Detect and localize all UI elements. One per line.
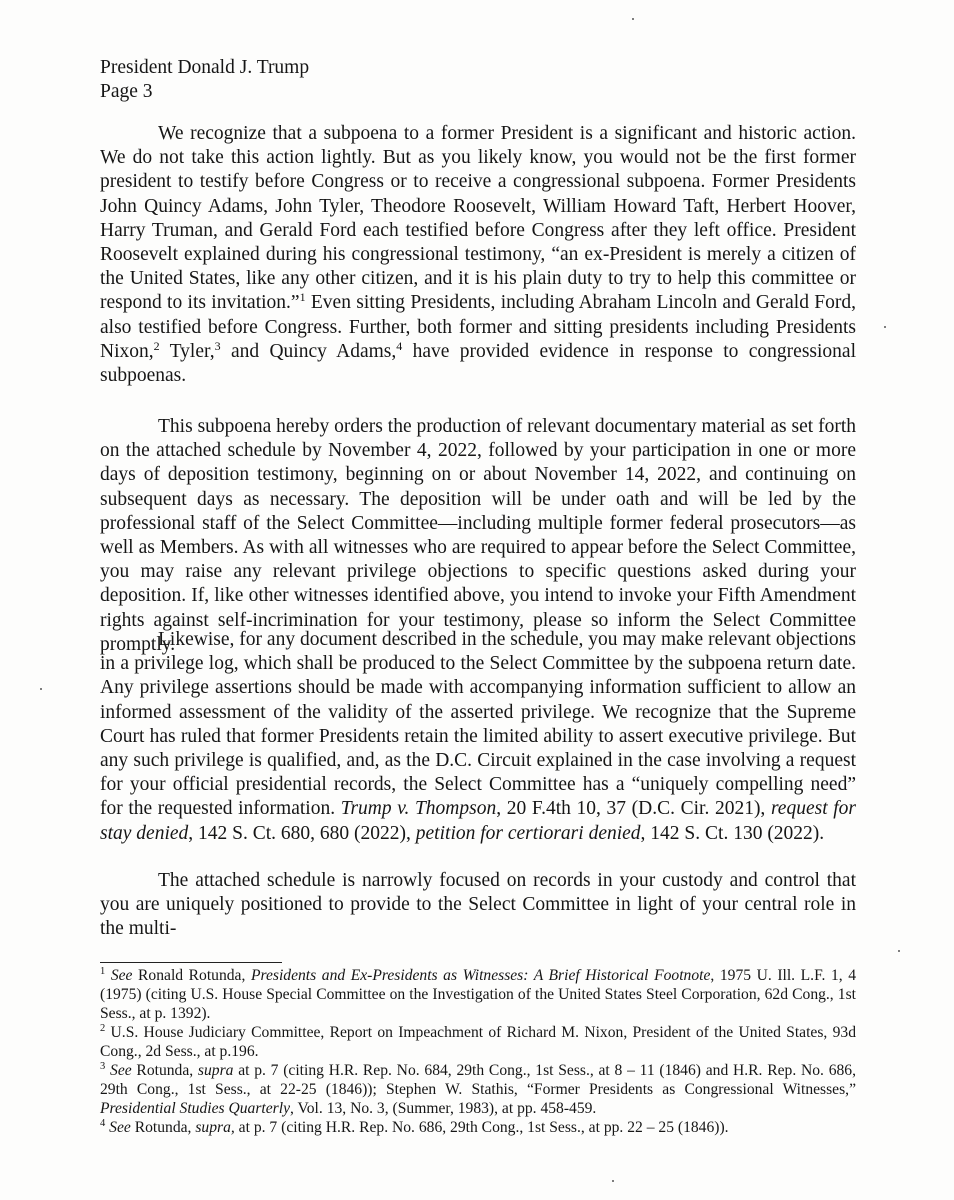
scan-speck — [40, 688, 42, 690]
text-run: , 20 F.4th 10, 37 (D.C. Cir. 2021), — [496, 798, 771, 820]
text-run: at p. 7 (citing H.R. Rep. No. 686, 29th Cong., 1st Sess., at pp. 22 – 25 (1846)). — [234, 1119, 729, 1136]
italic-text: Trump v. Thompson — [340, 798, 497, 820]
text-run: Ronald Rotunda, — [132, 967, 251, 984]
footnote-3 — [100, 1061, 856, 1118]
footnote-reference: 3 — [214, 338, 221, 353]
letter-header — [100, 56, 309, 104]
footnote-reference: 2 — [100, 1023, 106, 1034]
scan-speck — [632, 18, 634, 20]
scan-speck — [612, 1180, 614, 1182]
text-run: Likewise, for any document described in the schedule, you may make relevant objections in a privilege log, which shall be produced to the Select Committee by the subpoena return date. Any privilege assertions should be made with accompanying information sufficient to allow an informed assessment of the validity of the asserted privilege. We recognize that the Supreme Court has ruled that former Presidents retain the limited ability to assert executive privilege. But any such privilege is qualified, and, as the D.C. Circuit explained in the case involving a request for your official presidential records, the Select Committee has a “uniquely compelling need” for the requested information. — [100, 629, 856, 820]
italic-text: See — [110, 1062, 132, 1079]
paragraph-schedule-scope — [100, 869, 856, 942]
italic-text: See — [110, 967, 133, 984]
text-run: Tyler, — [159, 340, 215, 362]
scan-speck — [898, 950, 900, 952]
footnote-reference: 3 — [100, 1061, 106, 1072]
footnote-reference: 4 — [396, 338, 403, 353]
footnote-reference: 1 — [299, 290, 306, 305]
text-run: Rotunda, — [130, 1119, 196, 1136]
text-run: Rotunda, — [131, 1062, 198, 1079]
text-run: have provided evidence in response to congressional subpoenas. — [100, 340, 856, 387]
text-run: U.S. House Judiciary Committee, Report on Impeachment of Richard M. Nixon, President of the United States, 93d Cong., 2d Sess., at p.196. — [100, 1024, 856, 1060]
text-run: , 1975 U. Ill. L.F. 1, 4 (1975) (citing U.S. House Special Committee on the Investigation of the United States Steel Corporation, 62d Cong., 1st Sess., at p. 1392). — [100, 967, 857, 1022]
footnote-1 — [100, 966, 856, 1023]
italic-text: Presidents and Ex-Presidents as Witnesses: A Brief Historical Footnote — [250, 967, 711, 984]
paragraph-privilege-log — [100, 628, 856, 846]
text-run: The attached schedule is narrowly focused on records in your custody and control that you are uniquely positioned to provide to the Select Committee in light of your central role in the multi- — [100, 870, 856, 940]
text-run: and Quincy Adams, — [220, 340, 397, 362]
paragraph-subpoena-orders — [100, 415, 856, 657]
addressee-line: President Donald J. Trump — [100, 57, 310, 78]
text-run: , Vol. 13, No. 3, (Summer, 1983), at pp. 458-459. — [290, 1100, 597, 1117]
text-run: at p. 7 (citing H.R. Rep. No. 684, 29th Cong., 1st Sess., at 8 – 11 (1846) and H.R. Rep. No. 686, 29th Cong., 1st Sess., at 22-25 (1846)); Stephen W. Stathis, “Former Presidents as Congressional Witnesses,” — [100, 1062, 856, 1098]
scan-speck — [884, 326, 886, 328]
paragraph-historic-precedent — [100, 122, 856, 388]
footnote-divider — [100, 962, 282, 963]
text-run: , 142 S. Ct. 680, 680 (2022), — [188, 822, 416, 844]
footnote-reference: 2 — [153, 338, 160, 353]
footnotes — [100, 966, 856, 1137]
footnote-2 — [100, 1023, 856, 1061]
italic-text: petition for certiorari denied — [415, 822, 641, 844]
page-number: Page 3 — [100, 81, 153, 102]
italic-text: See — [109, 1119, 131, 1136]
text-run: This subpoena hereby orders the production of relevant documentary material as set forth on the attached schedule by November 4, 2022, followed by your participation in one or more days of deposition testimony, beginning on or about November 14, 2022, and continuing on subsequent days as necessary. The deposition will be under oath and will be led by the professional staff of the Select Committee—including multiple former federal prosecutors—as well as Members. As with all witnesses who are required to appear before the Select Committee, you may raise any relevant privilege objections to specific questions asked during your deposition. If, like other witnesses identified above, you intend to invoke your Fifth Amendment rights against self-incrimination for your testimony, please so inform the Select Committee promptly. — [100, 416, 856, 655]
text-run: Even sitting Presidents, including Abraham Lincoln and Gerald Ford, also testified before Congress. Further, both former and sitting presidents including Presidents Nixon, — [100, 292, 856, 362]
italic-text: supra — [197, 1062, 234, 1079]
italic-text: supra, — [195, 1119, 235, 1136]
italic-text: Presidential Studies Quarterly — [100, 1100, 290, 1117]
italic-text: request for stay denied — [100, 798, 856, 844]
text-run: , 142 S. Ct. 130 (2022). — [640, 822, 825, 844]
footnote-reference: 1 — [100, 966, 106, 977]
text-run: We recognize that a subpoena to a former President is a significant and historic action. We do not take this action lightly. But as you likely know, you would not be the first former president to testify before Congress or to receive a congressional subpoena. Former Presidents John Quincy Adams, John Tyler, Theodore Roosevelt, William Howard Taft, Herbert Hoover, Harry Truman, and Gerald Ford each testified before Congress after they left office. President Roosevelt explained during his congressional testimony, “an ex-President is merely a citizen of the United States, like any other citizen, and it is his plain duty to try to help this committee or respond to its invitation.” — [100, 123, 856, 314]
footnote-reference: 4 — [100, 1118, 106, 1129]
footnote-4 — [100, 1118, 856, 1137]
